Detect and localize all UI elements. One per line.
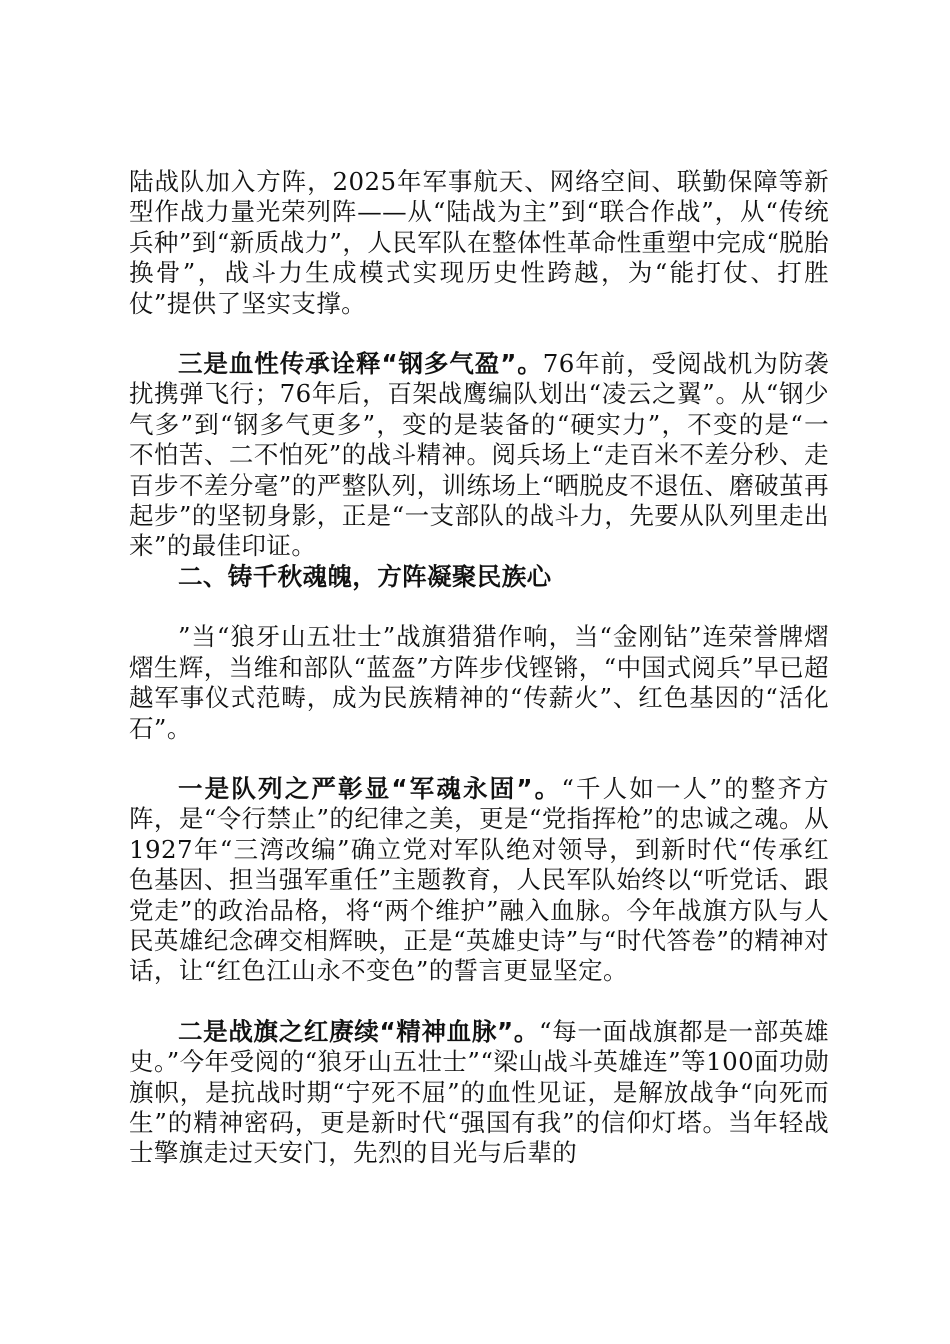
paragraph-5-body: “每一面战旗都是一部英雄史。”今年受阅的“狼牙山五壮士”“梁山战斗英雄连”等100面功勋旗帜，是抗战时期“宁死不屈”的血性见证，是解放战争“向死而生”的精神密码，更是新时代“强国有我”的信仰灯塔。当年轻战士擎旗走过天安门，先烈的目光与后辈的: [129, 1016, 829, 1168]
paragraph-1: 陆战队加入方阵，2025年军事航天、网络空间、联勤保障等新型作战力量光荣列阵——从“陆战为主”到“联合作战”，从“传统兵种”到“新质战力”，人民军队在整体性革命性重塑中完成“脱胎换骨”，战斗力生成模式实现历史性跨越，为“能打仗、打胜仗”提供了坚实支撑。: [129, 167, 829, 318]
document-body: [129, 167, 829, 1169]
paragraph-5: [129, 1017, 829, 1169]
paragraph-2: [129, 349, 829, 562]
paragraph-2-body: 76年前，受阅战机为防袭扰携弹飞行；76年后，百架战鹰编队划出“凌云之翼”。从“钢少气多”到“钢多气更多”，变的是装备的“硬实力”，不变的是“一不怕苦、二不怕死”的战斗精神。阅兵场上“走百米不差分秒、走百步不差分毫”的严整队列，训练场上“晒脱皮不退伍、磨破茧再起步”的坚韧身影，正是“一支部队的战斗力，先要从队列里走出来”的最佳印证。: [129, 349, 830, 561]
paragraph-3: ”当“狼牙山五壮士”战旗猎猎作响，当“金刚钻”连荣誉牌熠熠生辉，当维和部队“蓝盔”方阵步伐铿锵，“中国式阅兵”早已超越军事仪式范畴，成为民族精神的“传薪火”、红色基因的“活化石”。: [129, 622, 829, 743]
paragraph-5-lead: 二是战旗之红赓续“精神血脉”。: [178, 1016, 540, 1046]
section-heading-2: 二、铸千秋魂魄，方阵凝聚民族心: [178, 561, 552, 591]
paragraph-4-body: “千人如一人”的整齐方阵，是“令行禁止”的纪律之美，更是“党指挥枪”的忠诚之魂。从1927年“三湾改编”确立党对军队绝对领导，到新时代“传承红色基因、担当强军重任”主题教育，人民军队始终以“听党话、跟党走”的政治品格，将“两个维护”融入血脉。今年战旗方队与人民英雄纪念碑交相辉映，正是“英雄史诗”与“时代答卷”的精神对话，让“红色江山永不变色”的誓言更显坚定。: [129, 773, 829, 986]
paragraph-4-lead: 一是队列之严彰显“军魂永固”。: [178, 773, 562, 803]
paragraph-4: [129, 774, 829, 987]
paragraph-2-lead: 三是血性传承诠释“钢多气盈”。: [178, 349, 543, 379]
